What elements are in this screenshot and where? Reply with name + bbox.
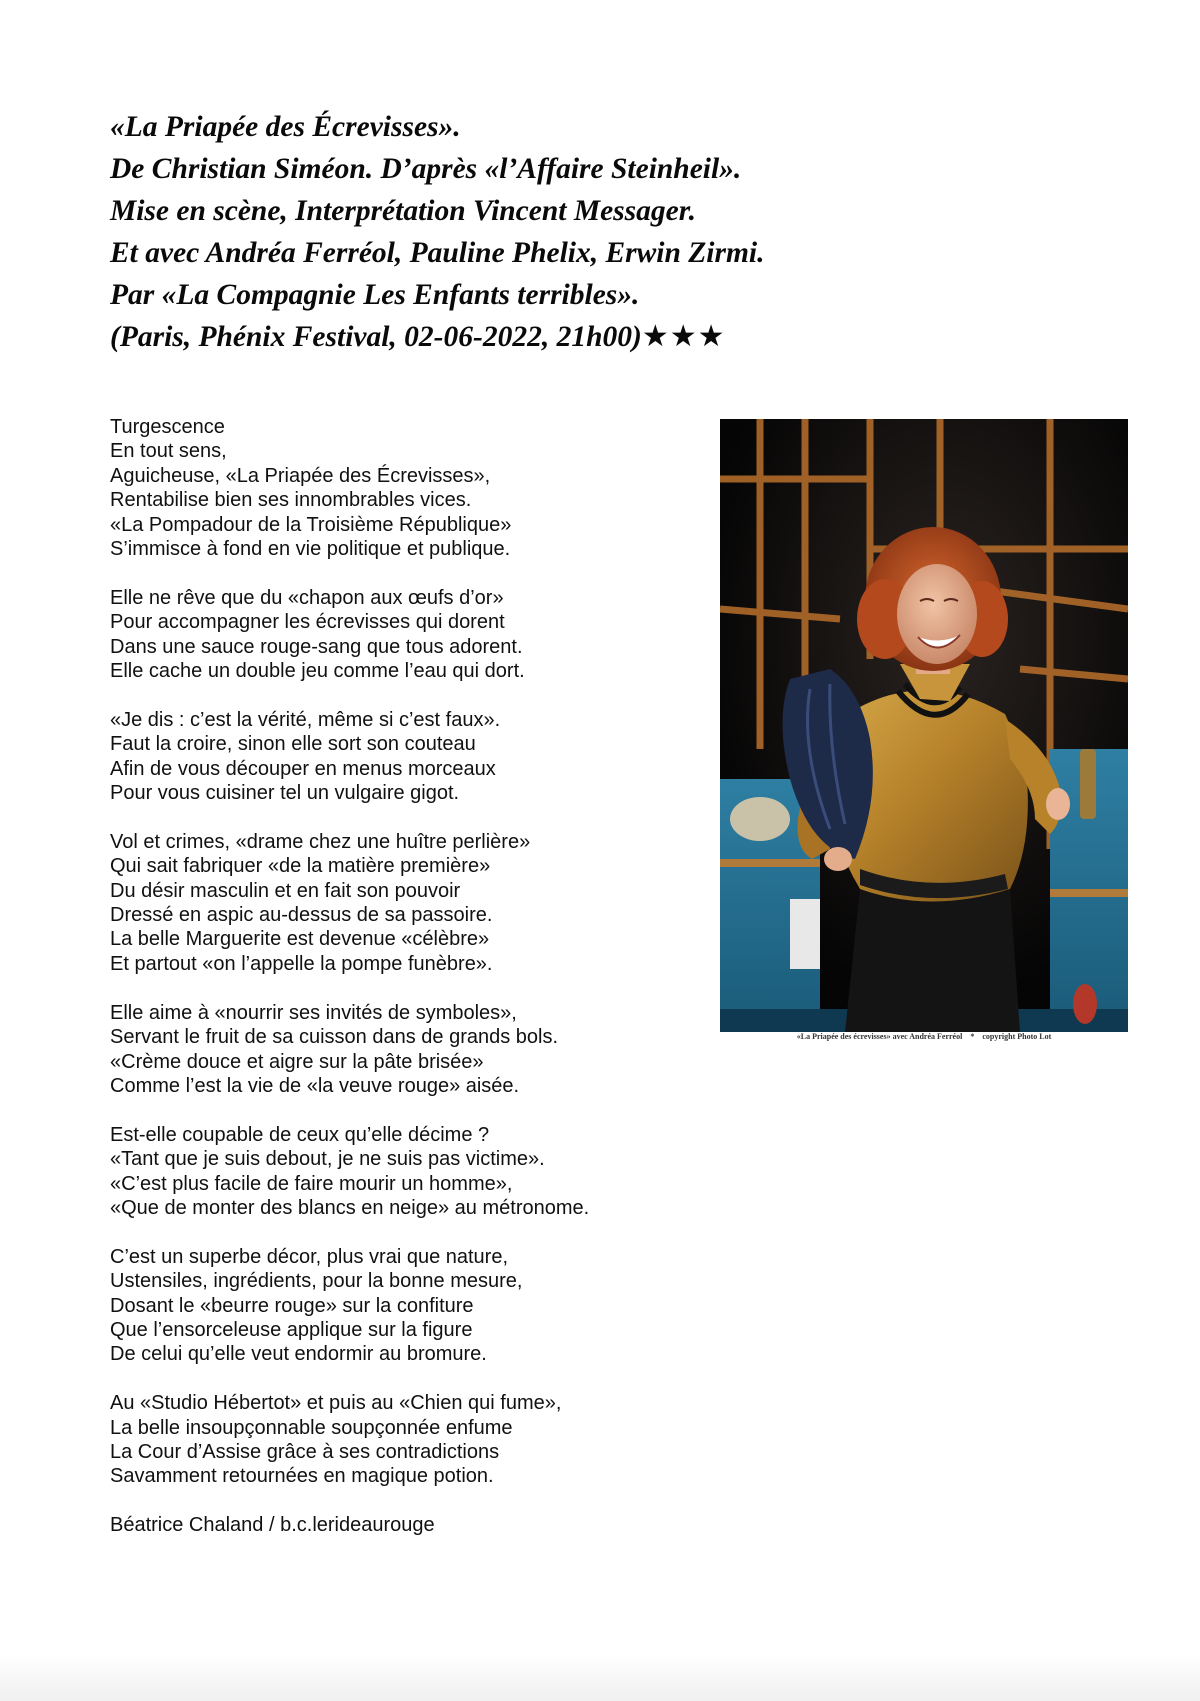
poem-line: «C’est plus facile de faire mourir un homme»,	[110, 1172, 513, 1195]
poem-line: Comme l’est la vie de «la veuve rouge» aisée.	[110, 1074, 520, 1097]
poem-line: Rentabilise bien ses innombrables vices.	[110, 489, 472, 512]
poem-stanza	[110, 415, 710, 561]
poem-line: En tout sens,	[110, 440, 227, 463]
poem-line: Au «Studio Hébertot» et puis au «Chien qui fume»,	[110, 1392, 562, 1415]
author-signature: Béatrice Chaland / b.c.lerideaurouge	[110, 1514, 435, 1537]
poem-line: «Je dis : c’est la vérité, même si c’est faux».	[110, 708, 501, 731]
poem-line: Faut la croire, sinon elle sort son couteau	[110, 733, 476, 756]
poem-line: S’immisce à fond en vie politique et publique.	[110, 538, 511, 561]
photo-caption-credit: copyright Photo Lot	[982, 1032, 1052, 1041]
play-author: De Christian Siméon. D’après «l’Affaire Steinheil».	[110, 153, 742, 185]
play-direction: Mise en scène, Interprétation Vincent Messager.	[110, 195, 696, 227]
photo-caption-title: «La Priapée des écrevisses» avec Andréa Ferréol	[796, 1032, 963, 1041]
poem-line: Elle aime à «nourrir ses invités de symboles»,	[110, 1001, 517, 1024]
poem-line: Dosant le «beurre rouge» sur la confiture	[110, 1294, 474, 1317]
poem-line: C’est un superbe décor, plus vrai que nature,	[110, 1245, 509, 1268]
poem-line: «Crème douce et aigre sur la pâte brisée»	[110, 1050, 484, 1073]
poem-line: Du désir masculin et en fait son pouvoir	[110, 879, 461, 902]
poem-line: La belle insoupçonnable soupçonnée enfume	[110, 1416, 513, 1439]
poem-stanza	[110, 830, 710, 976]
poem-stanza	[110, 1245, 710, 1367]
page-bottom-shade	[0, 1655, 1200, 1701]
poem-line: Servant le fruit de sa cuisson dans de grands bols.	[110, 1026, 559, 1049]
poem-line: Pour vous cuisiner tel un vulgaire gigot.	[110, 782, 460, 805]
poem-line: Aguicheuse, «La Priapée des Écrevisses»,	[110, 464, 491, 487]
photo-caption-separator: *	[970, 1032, 975, 1041]
poem-line: «Tant que je suis debout, je ne suis pas victime».	[110, 1148, 545, 1171]
poem-line: La Cour d’Assise grâce à ses contradictions	[110, 1440, 500, 1463]
play-company: Par «La Compagnie Les Enfants terribles».	[110, 279, 640, 311]
play-venue-date	[110, 316, 1070, 358]
poem-line: La belle Marguerite est devenue «célèbre»	[110, 928, 490, 951]
poem-line: Savamment retournées en magique potion.	[110, 1465, 494, 1488]
stage-photo-illustration	[720, 419, 1128, 1032]
poem-stanza	[110, 1391, 710, 1489]
poem-stanza	[110, 586, 710, 684]
rating-stars: ★★★	[641, 319, 726, 354]
poem-line: «La Pompadour de la Troisième République»	[110, 513, 512, 536]
play-venue-date-text: (Paris, Phénix Festival, 02-06-2022, 21h00)	[110, 321, 642, 353]
poem-line: Turgescence	[110, 416, 225, 438]
poem-line: Elle ne rêve que du «chapon aux œufs d’or»	[110, 586, 504, 609]
poem-stanza	[110, 1001, 710, 1099]
poem-line: Afin de vous découper en menus morceaux	[110, 757, 496, 780]
poem-line: Ustensiles, ingrédients, pour la bonne mesure,	[110, 1270, 523, 1293]
review-poem	[110, 415, 710, 1538]
poem-line: Vol et crimes, «drame chez une huître perlière»	[110, 830, 531, 853]
poem-line: Elle cache un double jeu comme l’eau qui dort.	[110, 660, 525, 683]
photo-caption	[720, 1032, 1128, 1042]
poem-line: Que l’ensorceleuse applique sur la figure	[110, 1318, 473, 1341]
stage-photo	[720, 419, 1128, 1032]
play-cast: Et avec Andréa Ferréol, Pauline Phelix, Erwin Zirmi.	[110, 237, 765, 269]
production-photo	[720, 419, 1128, 1032]
poem-line: Dans une sauce rouge-sang que tous adorent.	[110, 635, 523, 658]
poem-line: Pour accompagner les écrevisses qui dorent	[110, 611, 505, 634]
poem-stanza	[110, 708, 710, 806]
poem-line: De celui qu’elle veut endormir au bromure.	[110, 1343, 487, 1366]
poem-line: Qui sait fabriquer «de la matière première»	[110, 855, 491, 878]
poem-line: Et partout «on l’appelle la pompe funèbre».	[110, 952, 493, 975]
poem-stanza	[110, 1123, 710, 1221]
poem-line: Est-elle coupable de ceux qu’elle décime ?	[110, 1123, 490, 1146]
play-header	[110, 106, 1070, 358]
play-title: «La Priapée des Écrevisses».	[110, 111, 461, 143]
poem-line: Dressé en aspic au-dessus de sa passoire.	[110, 904, 493, 927]
poem-line: «Que de monter des blancs en neige» au métronome.	[110, 1196, 590, 1219]
